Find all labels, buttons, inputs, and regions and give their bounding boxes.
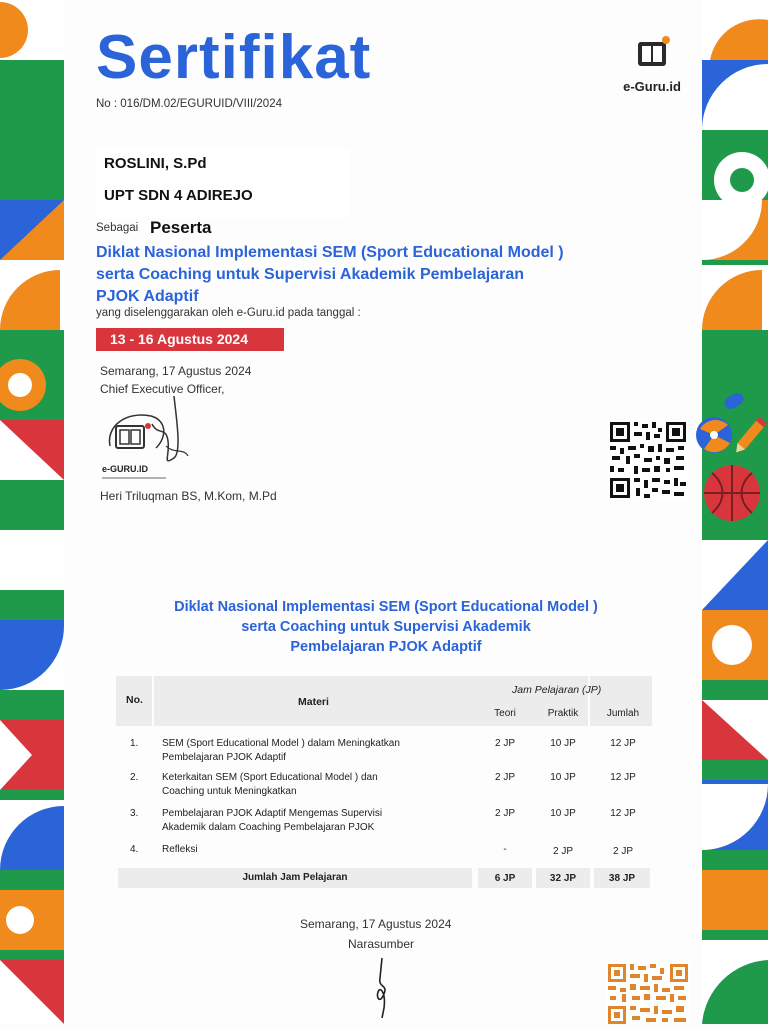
- row-teori: 2 JP: [494, 808, 515, 819]
- pencil-icon: [732, 417, 767, 456]
- pill-icon: [722, 391, 745, 411]
- header-jp: Jam Pelajaran (JP): [512, 684, 602, 696]
- header-no: No.: [126, 694, 143, 706]
- sign-place-date: Semarang, 17 Agustus 2024: [100, 364, 252, 378]
- course-title: [96, 242, 626, 308]
- book-icon: [630, 32, 674, 72]
- curriculum-title-line: serta Coaching untuk Supervisi Akademik: [241, 619, 531, 635]
- recipient-school: UPT SDN 4 ADIREJO: [104, 187, 253, 204]
- row-jumlah: 12 JP: [610, 738, 636, 749]
- certificate-number: No : 016/DM.02/EGURUID/VIII/2024: [96, 98, 282, 110]
- sports-decoration: [694, 385, 768, 530]
- course-title-line: PJOK Adaptif: [96, 288, 199, 305]
- total-label: Jumlah Jam Pelajaran: [242, 872, 348, 883]
- row-materi-line: Keterkaitan SEM (Sport Educational Model ) dan: [162, 772, 378, 783]
- row-jumlah: 12 JP: [610, 808, 636, 819]
- course-title-line: Diklat Nasional Implementasi SEM (Sport Educational Model ): [96, 244, 564, 261]
- recipient-name: ROSLINI, S.Pd: [104, 155, 207, 172]
- row-materi-line: Akademik dalam Coaching Pembelajaran PJOK: [162, 822, 375, 833]
- row-materi-line: Coaching untuk Meningkatkan: [162, 786, 297, 797]
- date-badge: 13 - 16 Agustus 2024: [96, 328, 284, 351]
- brand-name: e-Guru.id: [623, 79, 681, 94]
- row-no: 1.: [130, 738, 139, 749]
- qr-code: [608, 420, 688, 505]
- row-materi-line: Pembelajaran PJOK Adaptif: [162, 752, 286, 763]
- total-praktik: 32 JP: [549, 873, 577, 884]
- header-jumlah: Jumlah: [606, 708, 640, 719]
- signer-name: Heri Triluqman BS, M.Kom, M.Pd: [100, 489, 277, 503]
- row-teori: 2 JP: [494, 772, 515, 783]
- eguru-logo: [612, 32, 692, 94]
- certificate-title: Sertifikat: [96, 23, 372, 92]
- held-text: yang diselenggarakan oleh e-Guru.id pada tanggal :: [96, 307, 361, 319]
- left-decorative-border: [0, 0, 64, 1024]
- row-no: 2.: [130, 772, 139, 783]
- row-materi: [162, 807, 478, 835]
- header-materi: Materi: [298, 696, 329, 708]
- total-teori: 6 JP: [494, 873, 516, 884]
- row-materi: [162, 843, 478, 857]
- row-materi-line: SEM (Sport Educational Model ) dalam Meningkatkan: [162, 738, 400, 749]
- total-jumlah: 38 JP: [608, 873, 636, 884]
- qr-code-secondary: [606, 962, 690, 1029]
- row-praktik: 10 JP: [550, 738, 576, 749]
- row-materi-line: Refleksi: [162, 844, 198, 855]
- header-praktik: Praktik: [547, 708, 579, 719]
- row-teori: -: [503, 844, 507, 855]
- row-materi: [162, 737, 478, 765]
- row-praktik: 10 JP: [550, 772, 576, 783]
- row-no: 3.: [130, 808, 139, 819]
- row-materi-line: Pembelajaran PJOK Adaptif Mengemas Supervisi: [162, 808, 383, 819]
- course-title-line: serta Coaching untuk Supervisi Akademik Pembelajaran: [96, 266, 524, 283]
- stamp-text: e-GURU.ID: [102, 464, 149, 474]
- curriculum-title-line: Diklat Nasional Implementasi SEM (Sport Educational Model ): [174, 599, 598, 615]
- row-jumlah: 2 JP: [612, 846, 633, 857]
- signer-role: Chief Executive Officer,: [100, 382, 225, 396]
- curriculum-title-line: Pembelajaran PJOK Adaptif: [290, 639, 482, 655]
- curriculum-table: [116, 676, 652, 896]
- row-teori: 2 JP: [494, 738, 515, 749]
- curriculum-title: [96, 597, 676, 657]
- ceo-signature-stamp: [96, 396, 206, 491]
- as-label: Sebagai: [96, 222, 139, 234]
- speaker-signature: [368, 958, 398, 1023]
- header-teori: Teori: [494, 708, 516, 719]
- row-praktik: 2 JP: [552, 846, 573, 857]
- speaker-sign-place-date: Semarang, 17 Agustus 2024: [300, 917, 452, 931]
- row-no: 4.: [130, 844, 139, 855]
- row-jumlah: 12 JP: [610, 772, 636, 783]
- participant-role: Peserta: [150, 218, 212, 237]
- row-materi: [162, 771, 478, 799]
- speaker-role: Narasumber: [348, 937, 415, 951]
- row-praktik: 10 JP: [550, 808, 576, 819]
